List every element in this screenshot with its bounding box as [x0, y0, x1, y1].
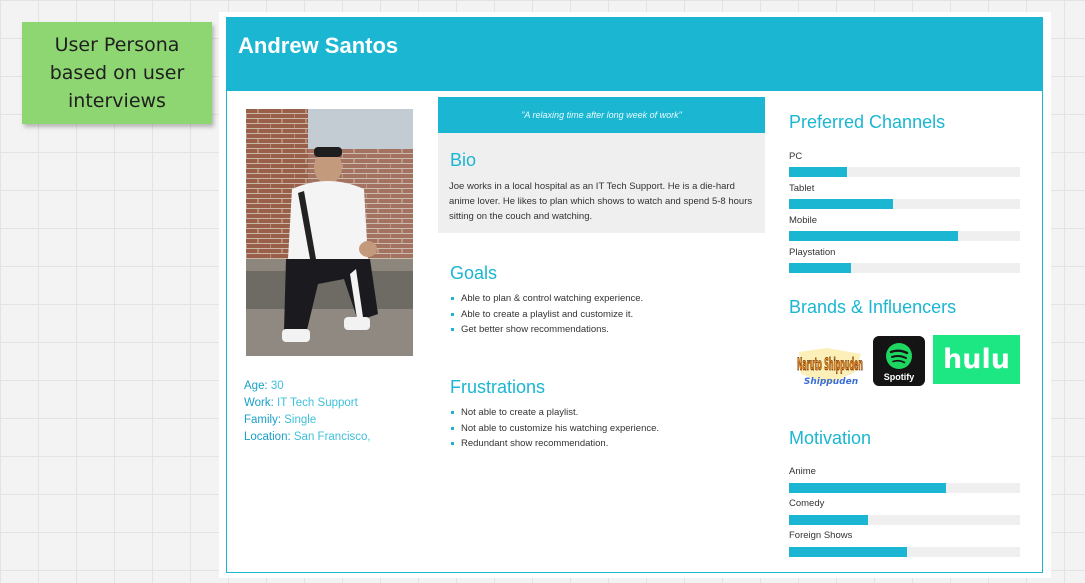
channel-bar-mobile — [789, 231, 1020, 241]
naruto-logo — [793, 344, 867, 390]
channel-label-playstation: Playstation — [789, 247, 836, 258]
channel-bar-fill — [789, 199, 893, 209]
motivation-bar-fill — [789, 483, 946, 493]
persona-header — [227, 18, 1042, 91]
motivation-title: Motivation — [789, 428, 872, 448]
bio-title: Bio — [450, 150, 477, 170]
hulu-logo — [933, 335, 1020, 384]
detail-family: Family: Single — [244, 414, 317, 426]
channel-label-pc: PC — [789, 151, 803, 162]
brands-title: Brands & Influencers — [789, 297, 957, 317]
persona-photo — [246, 109, 413, 356]
motivation-label-anime: Anime — [789, 466, 816, 477]
list-item: Not able to customize his watching experience. — [450, 421, 659, 437]
svg-text:Shippuden: Shippuden — [803, 377, 859, 387]
persona-card — [226, 17, 1043, 573]
motivation-bar-anime — [789, 483, 1020, 493]
channel-bar-fill — [789, 263, 851, 273]
frustrations-list — [450, 405, 659, 452]
detail-location: Location: San Francisco, — [244, 431, 371, 443]
channel-bar-fill — [789, 231, 958, 241]
sticky-note[interactable] — [22, 22, 212, 124]
persona-name: Andrew Santos — [238, 33, 399, 58]
motivation-bar-fill — [789, 547, 907, 557]
spotify-logo — [873, 336, 925, 386]
naruto-logo-text: Naruto Shippuden — [797, 355, 863, 375]
list-item: Not able to create a playlist. — [450, 405, 659, 421]
frustrations-title: Frustrations — [450, 377, 546, 397]
sticky-note-text: User Persona based on user interviews — [49, 34, 185, 112]
bio-panel — [438, 133, 765, 233]
channels-title: Preferred Channels — [789, 112, 946, 132]
channel-label-mobile: Mobile — [789, 215, 817, 226]
channel-bar-fill — [789, 167, 847, 177]
channel-bar-pc — [789, 167, 1020, 177]
motivation-bar-fill — [789, 515, 868, 525]
goals-list — [450, 291, 643, 338]
list-item: Able to plan & control watching experience. — [450, 291, 643, 307]
channel-bar-playstation — [789, 263, 1020, 273]
list-item: Get better show recommendations. — [450, 322, 643, 338]
spotify-logo-text: Spotify — [883, 372, 915, 382]
detail-work: Work: IT Tech Support — [244, 397, 358, 409]
list-item: Redundant show recommendation. — [450, 436, 659, 452]
channel-label-tablet: Tablet — [789, 183, 815, 194]
list-item: Able to create a playlist and customize it. — [450, 307, 643, 323]
motivation-bar-foreign-shows — [789, 547, 1020, 557]
bio-text: Joe works in a local hospital as an IT Tech Support. He is a die-hard anime lover. He likes to plan which shows to watch and spend 5-8 hours sitting on the couch and watching. — [449, 181, 753, 222]
persona-details — [244, 378, 371, 446]
goals-title: Goals — [450, 263, 498, 283]
motivation-bar-comedy — [789, 515, 1020, 525]
motivation-label-comedy: Comedy — [789, 498, 825, 509]
channel-bar-tablet — [789, 199, 1020, 209]
hulu-logo-text: hulu — [943, 344, 1010, 375]
motivation-label-foreign-shows: Foreign Shows — [789, 530, 853, 541]
detail-age: Age: 30 — [244, 380, 284, 392]
persona-quote: "A relaxing time after long week of work" — [438, 97, 765, 133]
